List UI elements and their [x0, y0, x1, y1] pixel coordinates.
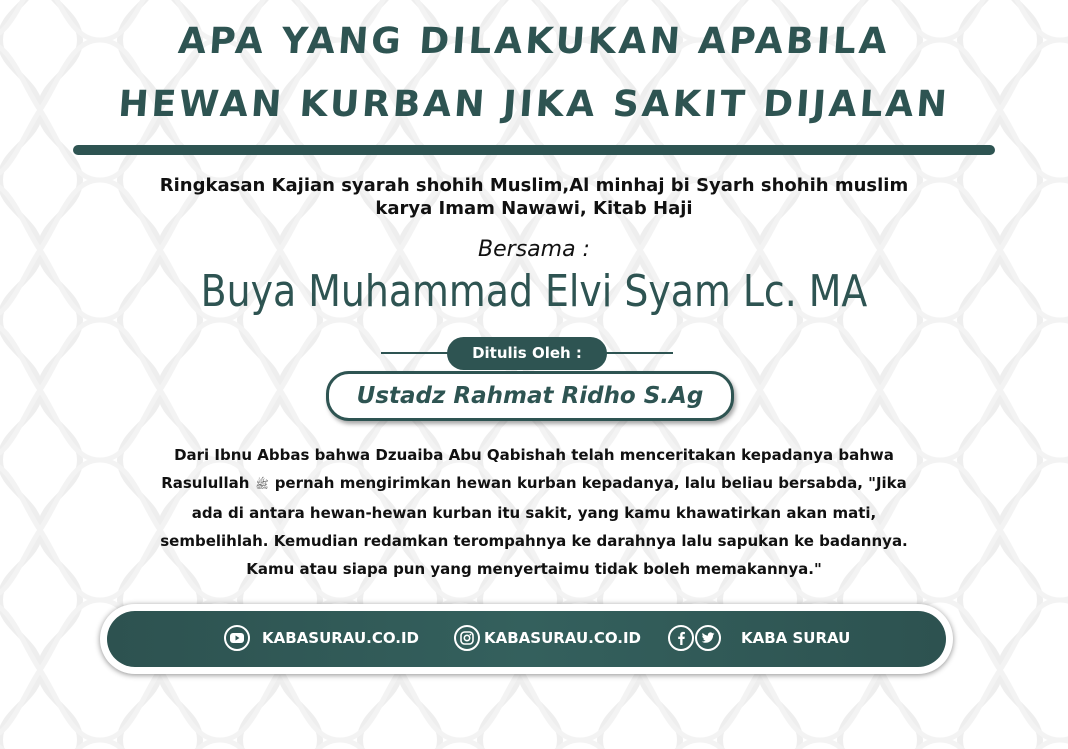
hadith-line-5: Kamu atau siapa pun yang menyertaimu tidak boleh memakannya." — [246, 560, 822, 578]
subtitle-line-2: karya Imam Nawawi, Kitab Haji — [375, 198, 693, 219]
subtitle-line-1: Ringkasan Kajian syarah shohih Muslim,Al minhaj bi Syarh shohih muslim — [159, 175, 909, 196]
hadith-text — [150, 441, 918, 583]
with-label: Bersama : — [478, 237, 590, 262]
salawat-glyph: ﷺ — [255, 478, 269, 491]
title-divider — [73, 145, 995, 155]
title-line-2: HEWAN KURBAN JIKA SAKIT DIJALAN — [116, 84, 952, 125]
author-name: Ustadz Rahmat Ridho S.Ag — [356, 383, 704, 409]
social-instagram[interactable] — [454, 620, 641, 656]
youtube-icon — [224, 625, 250, 651]
instagram-icon — [454, 625, 480, 651]
subtitle — [0, 174, 1068, 220]
hadith-line-2 — [150, 469, 918, 499]
speaker-name: Buya Muhammad Elvi Syam Lc. MA — [200, 266, 868, 317]
hadith-line-4: sembelihlah. Kemudian redamkan terompahnya ke darahnya lalu sapukan ke badannya. — [160, 532, 908, 550]
youtube-label: KABASURAU.CO.ID — [262, 629, 419, 647]
instagram-label: KABASURAU.CO.ID — [484, 629, 641, 647]
written-by-label: Ditulis Oleh : — [447, 337, 607, 370]
hadith-line-3: ada di antara hewan-hewan kurban itu sakit, yang kamu khawatirkan akan mati, — [191, 504, 877, 522]
facebook-icon — [668, 625, 694, 651]
twitter-icon — [695, 625, 721, 651]
title-line-1: APA YANG DILAKUKAN APABILA — [176, 21, 892, 62]
hadith-line-1: Dari Ibnu Abbas bahwa Dzuaiba Abu Qabishah telah menceritakan kepadanya bahwa — [174, 446, 894, 464]
hadith-line-2-end: pernah mengirimkan hewan kurban kepadanya, lalu beliau bersabda, "Jika — [274, 474, 907, 492]
hadith-line-2-start: Rasulullah — [161, 474, 250, 492]
facebook-twitter-label: KABA SURAU — [741, 629, 851, 647]
social-facebook-twitter[interactable] — [668, 620, 850, 656]
social-youtube[interactable] — [224, 620, 419, 656]
